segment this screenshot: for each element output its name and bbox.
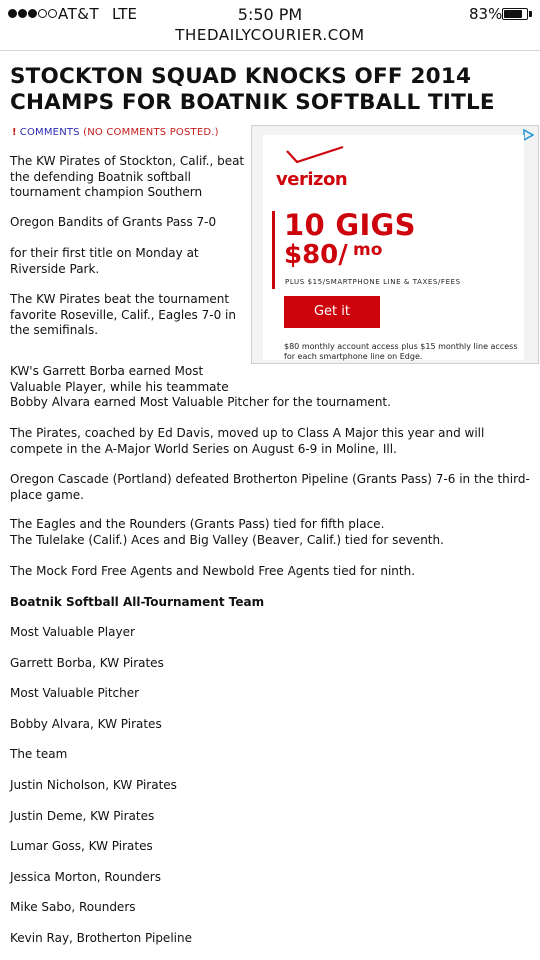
ad-accent-bar [272, 211, 275, 289]
ad-subtext: PLUS $15/SMARTPHONE LINE & TAXES/FEES [285, 278, 461, 286]
list-item: Most Valuable Pitcher [10, 686, 140, 700]
ad-price-period: mo [353, 240, 383, 260]
article-paragraph: KW's Garrett Borba earned Most [10, 364, 204, 378]
article-paragraph: The Mock Ford Free Agents and Newbold Free Agents tied for ninth. [10, 564, 416, 578]
verizon-check-icon [285, 145, 345, 165]
site-url[interactable]: THEDAILYCOURIER.COM [175, 26, 365, 44]
network-type: LTE [112, 5, 137, 23]
comments-line [12, 127, 219, 138]
list-item: Justin Deme, KW Pirates [10, 809, 155, 823]
divider [0, 50, 540, 51]
section-heading: Boatnik Softball All-Tournament Team [10, 595, 265, 609]
get-it-button[interactable]: Get it [284, 296, 380, 328]
article-paragraph: The Eagles and the Rounders (Grants Pass) tied for fifth place. [10, 517, 385, 531]
exclamation-icon: ! [12, 127, 17, 138]
list-item: Justin Nicholson, KW Pirates [10, 778, 177, 792]
battery-icon [502, 8, 528, 20]
battery-percent: 83% [469, 5, 503, 23]
article-paragraph: Oregon Bandits of Grants Pass 7-0 [10, 215, 217, 229]
list-item: Kevin Ray, Brotherton Pipeline [10, 931, 192, 945]
list-item: Garrett Borba, KW Pirates [10, 656, 164, 670]
verizon-logo: verizon [276, 169, 348, 190]
list-item: Most Valuable Player [10, 625, 135, 639]
battery-tip [529, 11, 532, 17]
article-paragraph: Oregon Cascade (Portland) defeated Brotherton Pipeline (Grants Pass) 7-6 in the third-place game. [10, 472, 530, 502]
carrier-name: AT&T [58, 5, 100, 23]
article-paragraph: Valuable Player, while his teammate [10, 380, 229, 394]
ad-headline: 10 GIGS [284, 208, 416, 242]
article-paragraph: The Pirates, coached by Ed Davis, moved up to Class A Major this year and will compete in the A-Major World Series on August 6-9 in Moline, Ill. [10, 426, 485, 456]
list-item: Bobby Alvara, KW Pirates [10, 717, 162, 731]
ad-price: $80/ [284, 240, 348, 270]
ad-content[interactable] [263, 135, 524, 360]
article-paragraph: The KW Pirates beat the tournament favorite Roseville, Calif., Eagles 7-0 in the semifinals. [10, 292, 236, 337]
list-item: Lumar Goss, KW Pirates [10, 839, 153, 853]
article-paragraph: for their first title on Monday at Riverside Park. [10, 246, 199, 276]
article-headline: STOCKTON SQUAD KNOCKS OFF 2014 CHAMPS FOR BOATNIK SOFTBALL TITLE [10, 64, 495, 115]
list-item: Jessica Morton, Rounders [10, 870, 161, 884]
status-time: 5:50 PM [237, 5, 303, 24]
list-item: Mike Sabo, Rounders [10, 900, 136, 914]
article-paragraph: The Tulelake (Calif.) Aces and Big Valley (Beaver, Calif.) tied for seventh. [10, 533, 444, 547]
article-paragraph: The KW Pirates of Stockton, Calif., beat the defending Boatnik softball tournament champion Southern [10, 154, 245, 199]
list-item: The team [10, 747, 68, 761]
status-bar [0, 0, 540, 26]
ad-fine-print: $80 monthly account access plus $15 monthly line access for each smartphone line on Edge. [284, 342, 518, 361]
comments-count: (NO COMMENTS POSTED.) [83, 127, 219, 138]
verizon-ad[interactable] [251, 125, 539, 364]
comments-link[interactable]: COMMENTS [19, 127, 80, 138]
article-paragraph: Bobby Alvara earned Most Valuable Pitcher for the tournament. [10, 395, 391, 409]
